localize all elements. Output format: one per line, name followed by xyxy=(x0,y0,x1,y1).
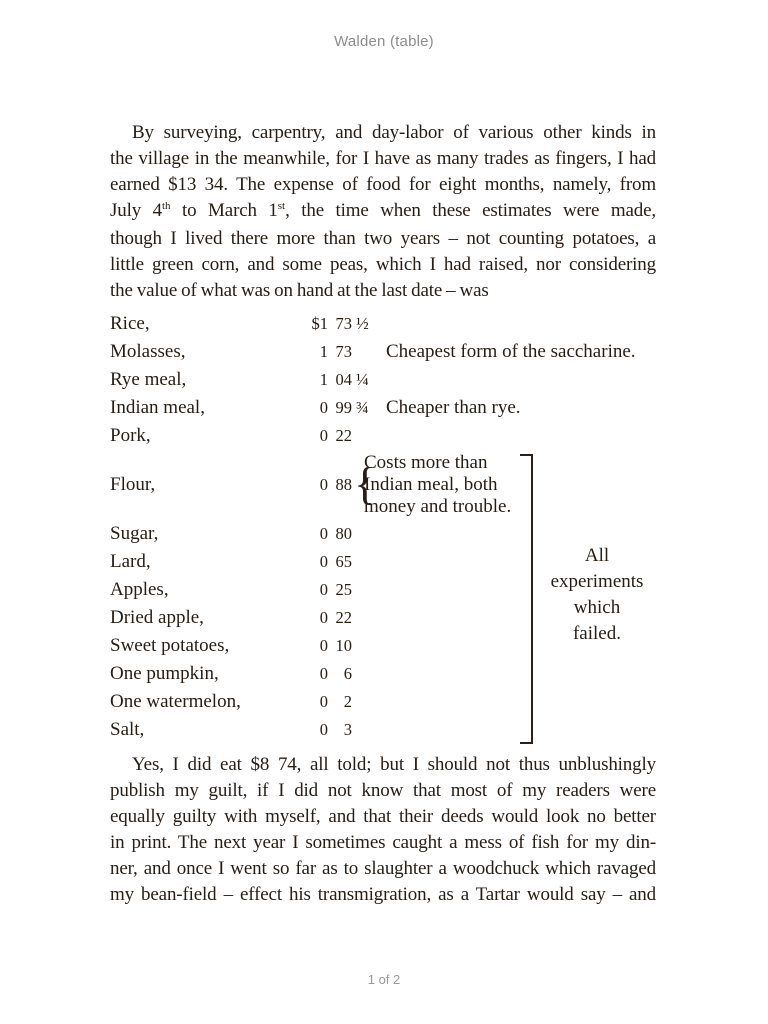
cents-cell: 22 xyxy=(335,426,352,445)
note-line: experiments xyxy=(550,571,644,592)
dollars-cell: 1 xyxy=(319,370,328,389)
table-row xyxy=(110,338,656,366)
note-line: Costs more than xyxy=(364,452,488,473)
dollars-cell: 0 xyxy=(319,552,328,571)
item-cell: Lard, xyxy=(110,551,151,572)
note-line: failed. xyxy=(572,623,621,644)
superscript: th xyxy=(161,200,171,212)
dollars-cell: $1 xyxy=(311,314,328,333)
cents-cell: 88 xyxy=(335,475,352,494)
cents-cell: 65 xyxy=(335,552,352,571)
text-line: Yes, I did eat $8 74, all told; but I should not thus unblushingly xyxy=(132,754,656,775)
cents-cell: 99 xyxy=(335,398,352,417)
cents-cell: 3 xyxy=(343,720,352,739)
note-line: which xyxy=(573,597,621,618)
item-cell: One watermelon, xyxy=(110,691,241,712)
failed-experiments-bracket xyxy=(520,454,533,744)
dollars-cell: 0 xyxy=(319,398,328,417)
note-line: Indian meal, both xyxy=(364,474,498,495)
dollars-cell: 0 xyxy=(319,692,328,711)
text-line: though I lived there more than two years – not counting potatoes, a xyxy=(110,228,656,249)
table-row xyxy=(110,716,656,744)
dollars-cell: 0 xyxy=(319,636,328,655)
text-line: little green corn, and some peas, which I had raised, nor considering xyxy=(110,254,656,275)
cents-cell: 10 xyxy=(335,636,352,655)
dollars-cell: 0 xyxy=(319,475,328,494)
dollars-cell: 0 xyxy=(319,426,328,445)
item-cell: Rice, xyxy=(110,313,150,334)
table-row xyxy=(110,394,656,422)
cents-cell: 2 xyxy=(343,692,352,711)
note-cell xyxy=(352,452,656,518)
text-line: By surveying, carpentry, and day-labor of various other kinds in xyxy=(132,122,656,143)
item-cell: Sweet potatoes, xyxy=(110,635,230,656)
item-cell: Salt, xyxy=(110,719,145,740)
page-indicator: 1 of 2 xyxy=(367,972,401,987)
item-cell: Flour, xyxy=(110,474,156,495)
table-row xyxy=(110,660,656,688)
cents-cell: 04 xyxy=(335,370,352,389)
item-cell: Rye meal, xyxy=(110,369,187,390)
note-cell: Cheaper than rye. xyxy=(386,397,521,418)
dollars-cell: 0 xyxy=(319,664,328,683)
text-line: the village in the meanwhile, for I have as many trades as fingers, I had xyxy=(110,148,656,169)
note-line: money and trouble. xyxy=(364,496,512,517)
fraction-cell: ½ xyxy=(356,314,369,333)
document-title: Walden (table) xyxy=(334,33,434,50)
fraction-cell: ¾ xyxy=(356,398,369,417)
cents-cell: 22 xyxy=(335,608,352,627)
paragraph-2 xyxy=(110,752,656,908)
text-line: equally guilty with myself, and that their deeds would look no better xyxy=(110,806,656,827)
note-cell: Cheapest form of the saccharine. xyxy=(386,341,636,362)
text-line: my bean-field – effect his transmigration, as a Tartar would say – and xyxy=(110,884,656,905)
item-cell: Pork, xyxy=(110,425,151,446)
cents-cell: 80 xyxy=(335,524,352,543)
dollars-cell: 1 xyxy=(319,342,328,361)
table-row-flour xyxy=(110,450,656,520)
failed-experiments-note xyxy=(542,543,652,647)
text-line: in print. The next year I sometimes caught a mess of fish for my din- xyxy=(110,832,656,853)
curly-brace: { xyxy=(354,458,377,510)
cents-cell: 25 xyxy=(335,580,352,599)
cents-cell: 6 xyxy=(343,664,352,683)
item-cell: Molasses, xyxy=(110,341,186,362)
superscript: st xyxy=(277,200,286,212)
paragraph-1 xyxy=(110,120,656,304)
item-cell: Dried apple, xyxy=(110,607,204,628)
expense-table xyxy=(110,310,656,744)
table-row xyxy=(110,310,656,338)
dollars-cell: 0 xyxy=(319,524,328,543)
fraction-cell: ¼ xyxy=(356,370,369,389)
note-line: All xyxy=(584,545,610,566)
item-cell: Sugar, xyxy=(110,523,159,544)
table-row xyxy=(110,422,656,450)
text-line: publish my guilt, if I did not know that most of my readers were xyxy=(110,780,656,801)
item-cell: Indian meal, xyxy=(110,397,205,418)
table-row xyxy=(110,366,656,394)
cents-cell: 73 xyxy=(335,314,352,333)
text-line: earned $13 34. The expense of food for eight months, namely, from xyxy=(110,174,656,195)
text-line: the value of what was on hand at the last date – was xyxy=(110,280,489,301)
item-cell: Apples, xyxy=(110,579,169,600)
cents-cell: 73 xyxy=(335,342,352,361)
dollars-cell: 0 xyxy=(319,608,328,627)
table-row xyxy=(110,688,656,716)
text-line: July 4th to March 1st, the time when these estimates were made, xyxy=(110,200,656,221)
text-line: ner, and once I went so far as to slaughter a woodchuck which ravaged xyxy=(110,858,656,879)
item-cell: One pumpkin, xyxy=(110,663,219,684)
dollars-cell: 0 xyxy=(319,580,328,599)
dollars-cell: 0 xyxy=(319,720,328,739)
